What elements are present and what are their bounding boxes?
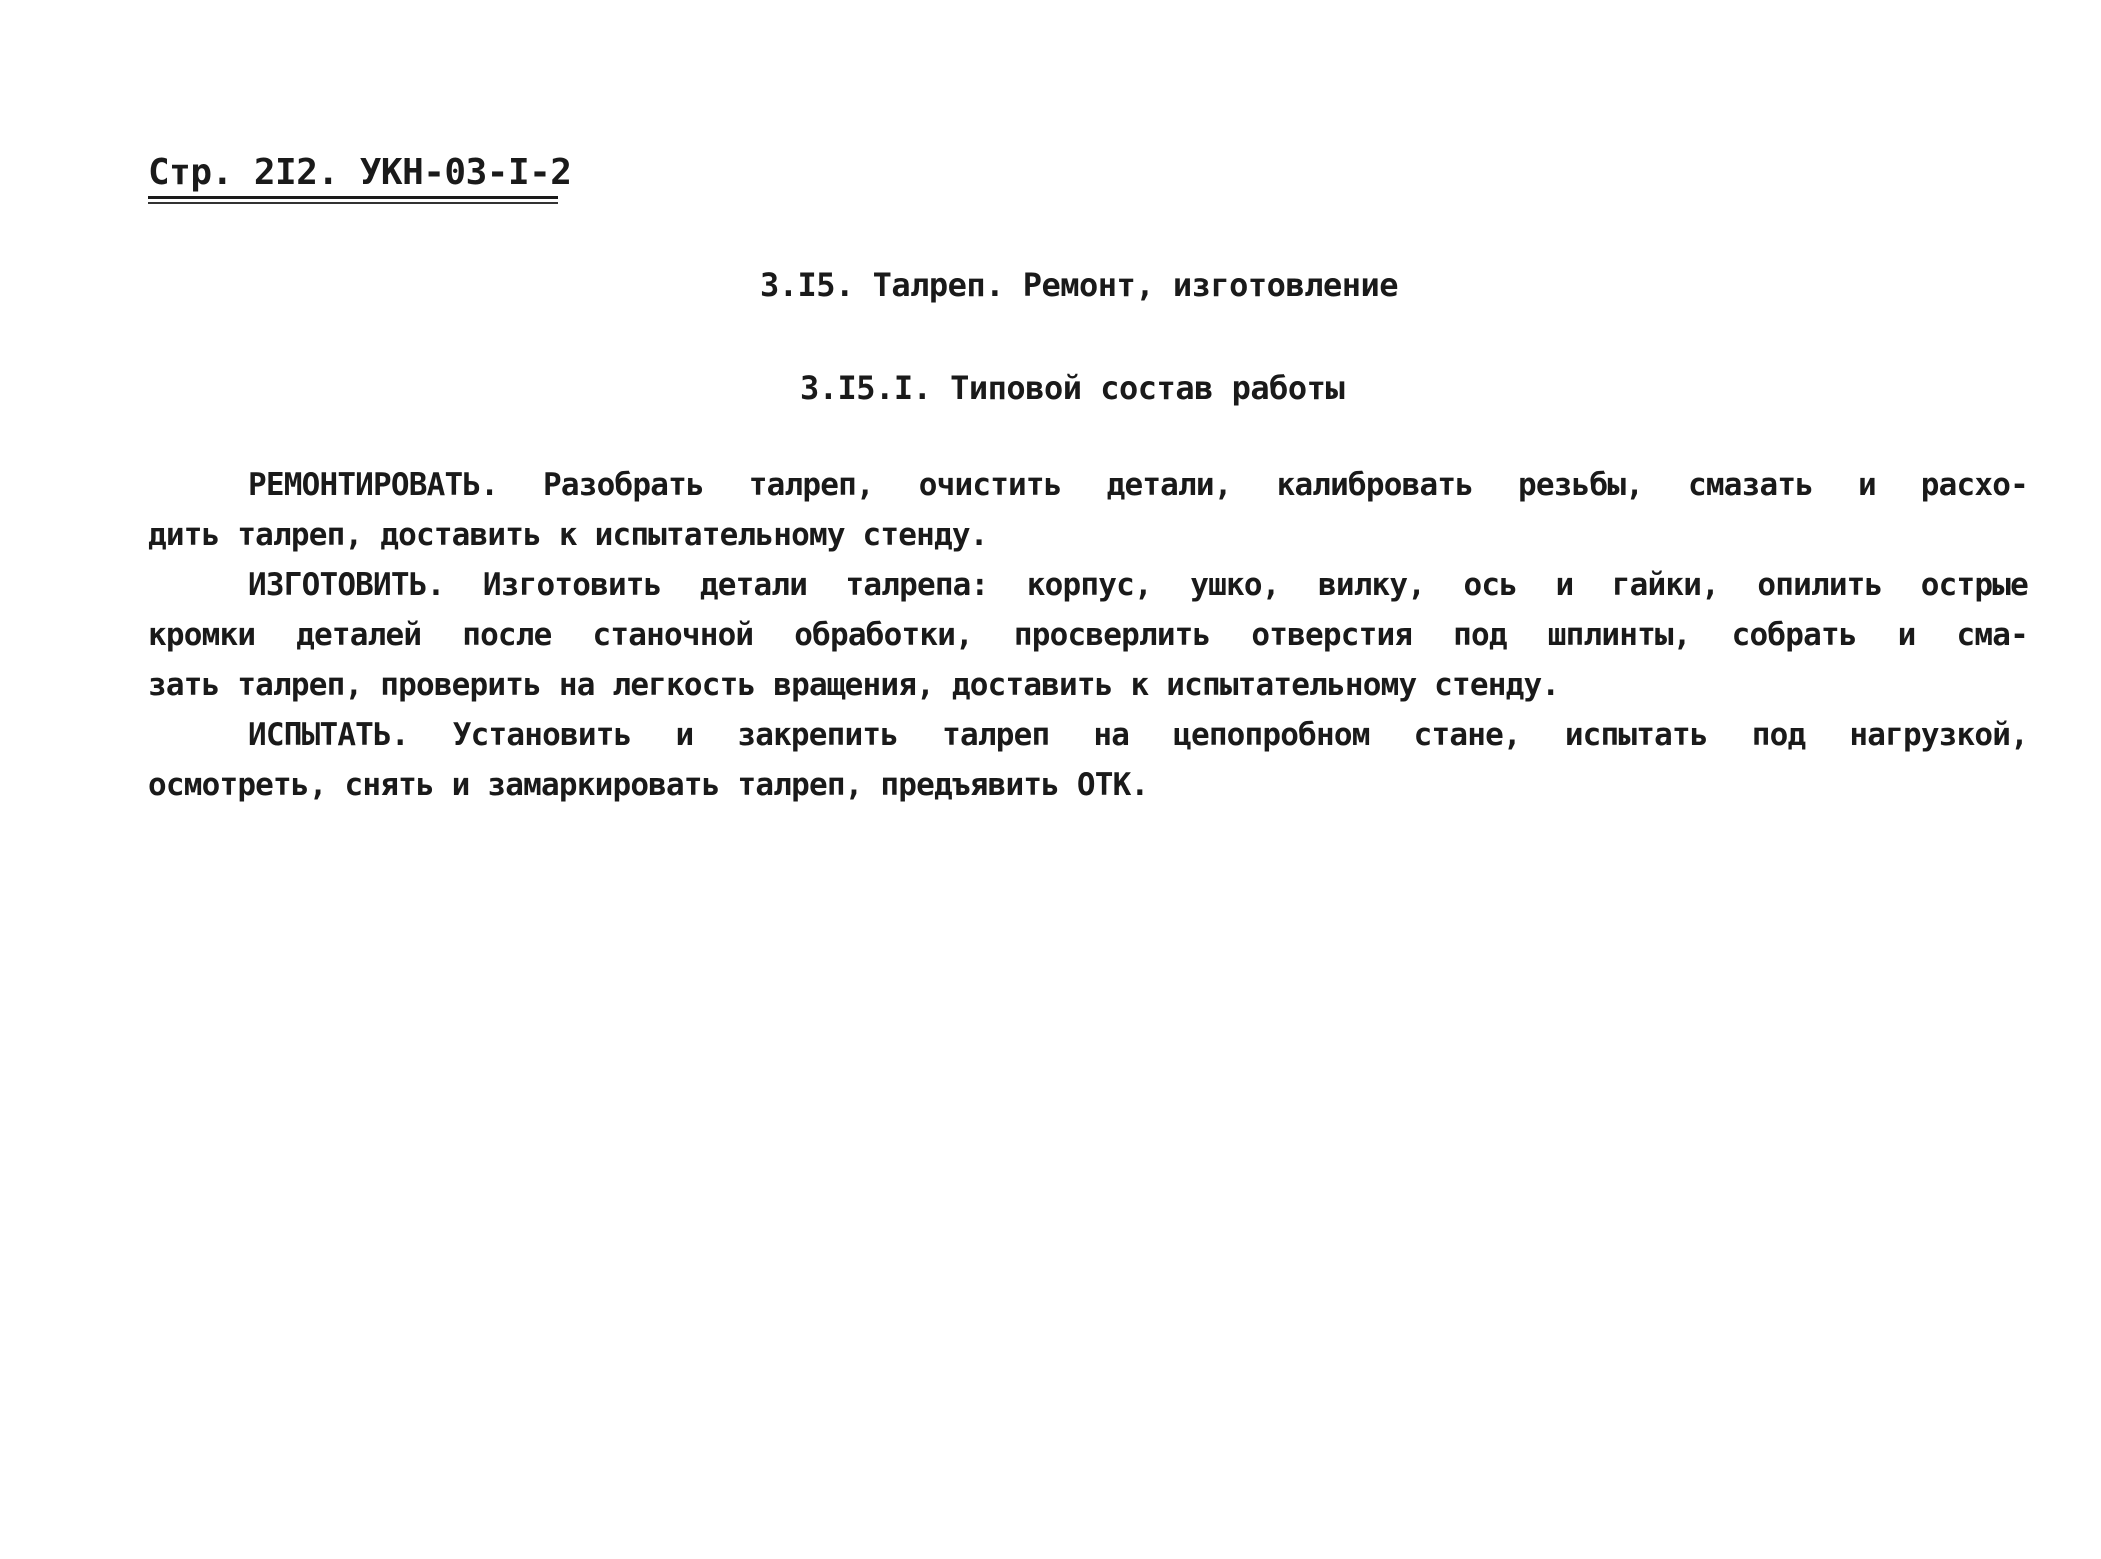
paragraph-line: РЕМОНТИРОВАТЬ. Разобрать талреп, очистить детали, калибровать резьбы, смазать и расхо- — [248, 467, 2028, 503]
page-reference-underline — [148, 196, 558, 199]
paragraph-manufacture — [148, 560, 2028, 710]
paragraph-line: дить талреп, доставить к испытательному стенду. — [148, 517, 988, 553]
paragraph-test — [148, 710, 2028, 810]
body-text — [148, 460, 2028, 810]
section-title: 3.I5. Талреп. Ремонт, изготовление — [760, 266, 1399, 304]
subsection-title: 3.I5.I. Типовой состав работы — [800, 369, 1345, 407]
paragraph-line: зать талреп, проверить на легкость вращения, доставить к испытательному стенду. — [148, 667, 1560, 703]
page-reference: Стр. 2I2. УКН-03-I-2 — [148, 152, 572, 193]
paragraph-line: кромки деталей после станочной обработки, просверлить отверстия под шплинты, собрать и сма- — [148, 617, 2028, 653]
paragraph-line: ИЗГОТОВИТЬ. Изготовить детали талрепа: корпус, ушко, вилку, ось и гайки, опилить острые — [248, 567, 2028, 603]
paragraph-repair — [148, 460, 2028, 560]
page-reference-underline-double — [148, 202, 558, 204]
paragraph-line: осмотреть, снять и замаркировать талреп, предъявить ОТК. — [148, 767, 1149, 803]
paragraph-line: ИСПЫТАТЬ. Установить и закрепить талреп на цепопробном стане, испытать под нагрузкой, — [248, 717, 2028, 753]
